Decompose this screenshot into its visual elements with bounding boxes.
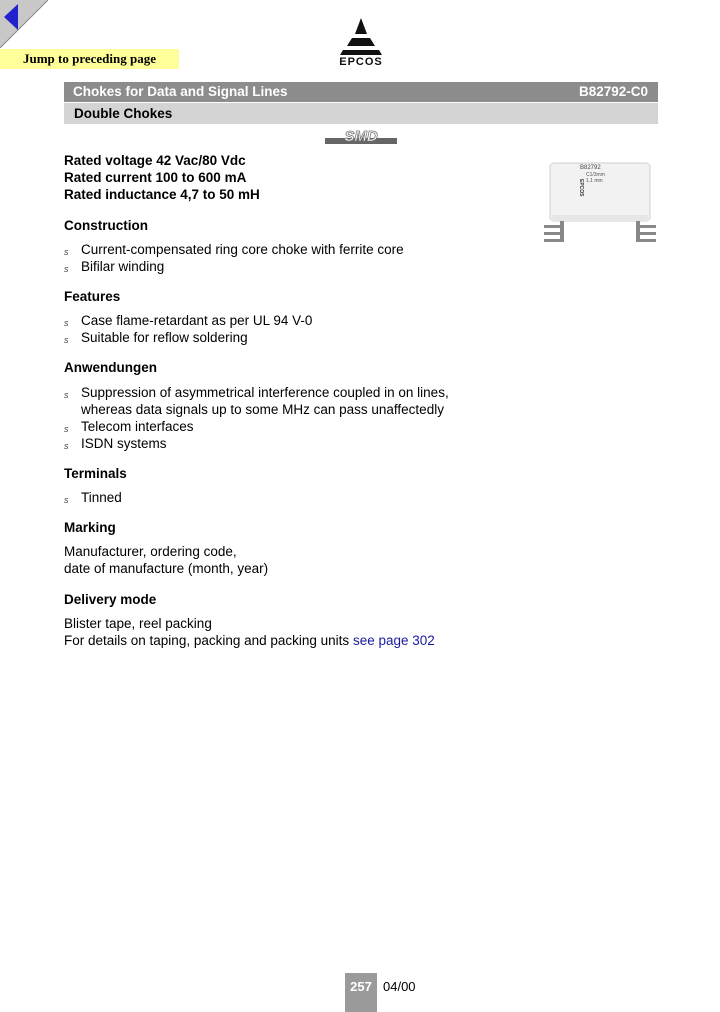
- delivery-heading: Delivery mode: [64, 592, 157, 607]
- product-code: B82792-C0: [578, 84, 648, 99]
- page-subtitle: Double Chokes: [74, 106, 173, 121]
- bullet-icon: s: [64, 390, 69, 400]
- product-label-1: B82792: [580, 165, 601, 171]
- bullet-icon: s: [64, 318, 69, 328]
- anwendungen-heading: Anwendungen: [64, 360, 157, 375]
- page-title: Chokes for Data and Signal Lines: [73, 84, 288, 99]
- bullet-icon: s: [64, 441, 69, 451]
- bullet-icon: s: [64, 335, 69, 345]
- delivery-line: Blister tape, reel packing: [64, 616, 212, 631]
- subtitle-bar: [64, 103, 658, 124]
- construction-heading: Construction: [64, 218, 148, 233]
- title-bar: [64, 82, 658, 102]
- rated-voltage: Rated voltage 42 Vac/80 Vdc: [64, 153, 246, 168]
- rated-current: Rated current 100 to 600 mA: [64, 170, 247, 185]
- delivery-details: For details on taping, packing and packing units see page 302: [64, 633, 435, 648]
- terminals-heading: Terminals: [64, 466, 127, 481]
- bullet-icon: s: [64, 247, 69, 257]
- bullet-icon: s: [64, 495, 69, 505]
- smd-badge-text: SMD: [344, 129, 378, 145]
- page-date: 04/00: [383, 979, 416, 994]
- features-heading: Features: [64, 289, 121, 304]
- bullet-icon: s: [64, 424, 69, 434]
- page-number: 257: [345, 973, 377, 1012]
- logo-text: EPCOS: [339, 56, 383, 68]
- logo-triangle-icon: [326, 16, 396, 56]
- product-label-2: C1/3mm: [586, 172, 605, 178]
- rated-inductance: Rated inductance 4,7 to 50 mH: [64, 187, 260, 202]
- product-label-4: EPCOS: [578, 179, 584, 197]
- back-navigation-icon[interactable]: [0, 0, 48, 48]
- marking-heading: Marking: [64, 520, 116, 535]
- see-page-link[interactable]: see page 302: [352, 633, 435, 648]
- marking-line: Manufacturer, ordering code,: [64, 544, 237, 559]
- product-image: [540, 155, 660, 245]
- product-label-3: 1.1 mm: [586, 178, 603, 184]
- bullet-icon: s: [64, 264, 69, 274]
- jump-preceding-page-link[interactable]: Jump to preceding page: [0, 49, 179, 69]
- smd-badge: [325, 129, 397, 145]
- marking-line: date of manufacture (month, year): [64, 561, 269, 576]
- epcos-logo: [326, 16, 396, 72]
